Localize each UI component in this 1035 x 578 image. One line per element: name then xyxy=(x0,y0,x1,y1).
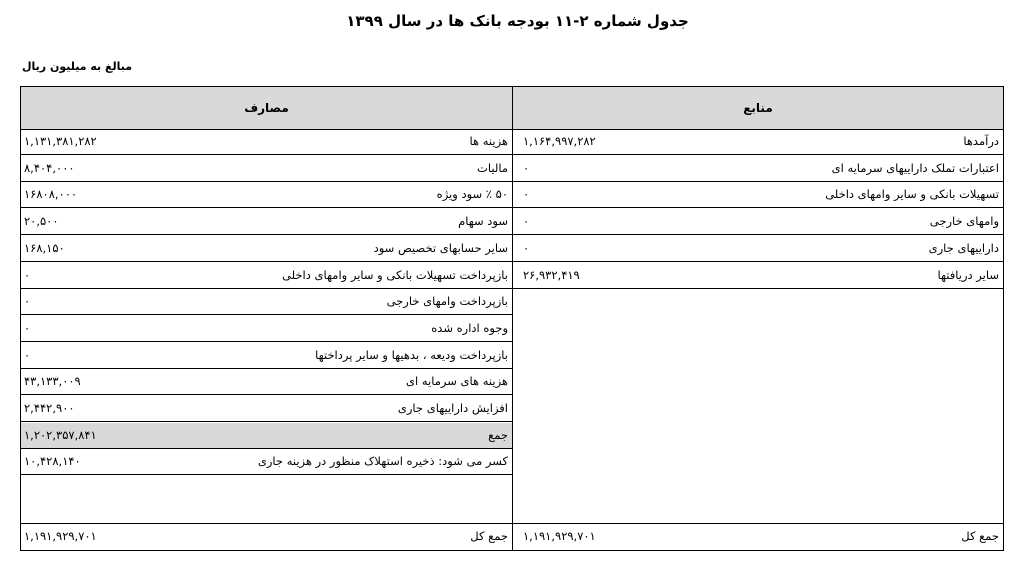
row-label: هزینه های سرمایه ای xyxy=(406,374,508,389)
row-value: ۱۶۸۰۸,۰۰۰ xyxy=(24,187,78,202)
table-row xyxy=(513,156,1003,182)
row-label: مالیات xyxy=(477,160,508,175)
row-value: ۰ xyxy=(24,294,31,309)
row-label: جمع xyxy=(488,427,508,442)
row-label: کسر می شود: ذخیره استهلاک منظور در هزینه جاری xyxy=(257,454,508,469)
table-row xyxy=(513,182,1003,208)
row-value: ۰ xyxy=(523,214,530,229)
row-value: ۱,۱۶۴,۹۹۷,۲۸۲ xyxy=(523,134,596,148)
expenses-table xyxy=(20,86,513,551)
page-title: جدول شماره ۲-۱۱ بودجه بانک ها در سال ۱۳۹۹ xyxy=(346,12,689,30)
row-label: ۵۰ ٪ سود ویژه xyxy=(436,187,508,202)
row-value: ۲۰,۵۰۰ xyxy=(24,214,59,229)
table-row xyxy=(513,236,1003,262)
row-label: تسهیلات بانکی و سایر وامهای داخلی xyxy=(825,187,999,202)
table-row xyxy=(21,449,512,475)
expenses-total-value: ۱,۱۹۱,۹۲۹,۷۰۱ xyxy=(24,529,97,543)
table-row xyxy=(21,236,512,262)
row-label: وجوه اداره شده xyxy=(431,320,508,335)
row-label: افزایش داراییهای جاری xyxy=(397,401,508,415)
row-label: بازپرداخت ودیعه ، بدهیها و سایر پرداختها xyxy=(315,347,508,362)
row-value: ۰ xyxy=(523,160,530,175)
row-label: بازپرداخت تسهیلات بانکی و سایر وامهای داخلی xyxy=(282,267,508,282)
table-row xyxy=(21,396,512,422)
table-row xyxy=(21,209,512,235)
sources-table xyxy=(512,86,1004,551)
row-value: ۰ xyxy=(523,187,530,202)
sources-total-row xyxy=(513,523,1003,550)
table-row xyxy=(513,129,1003,155)
row-label: سایر حسابهای تخصیص سود xyxy=(373,240,508,255)
sources-header: منابع xyxy=(513,87,1003,130)
sources-total-label: جمع کل xyxy=(961,529,999,543)
row-label: وامهای خارجی xyxy=(929,214,999,229)
row-value: ۲,۴۴۲,۹۰۰ xyxy=(24,401,75,415)
table-row xyxy=(513,263,1003,289)
row-label: بازپرداخت وامهای خارجی xyxy=(386,294,508,309)
table-row xyxy=(21,156,512,182)
row-value: ۴۳,۱۳۳,۰۰۹ xyxy=(24,374,81,389)
row-value: ۱,۱۳۱,۳۸۱,۲۸۲ xyxy=(24,134,97,148)
table-row xyxy=(513,209,1003,235)
row-value: ۱۶۸,۱۵۰ xyxy=(24,240,65,255)
expenses-total-label: جمع کل xyxy=(470,529,508,543)
row-value: ۱,۲۰۲,۳۵۷,۸۴۱ xyxy=(24,427,97,442)
row-value: ۰ xyxy=(24,347,31,362)
table-row xyxy=(21,369,512,395)
row-value: ۰ xyxy=(523,240,530,255)
table-row xyxy=(21,289,512,315)
row-value: ۰ xyxy=(24,320,31,335)
row-label: اعتبارات تملک داراییهای سرمایه ای xyxy=(831,160,999,175)
row-value: ۸,۴۰۴,۰۰۰ xyxy=(24,160,75,175)
table-row xyxy=(21,263,512,289)
table-row xyxy=(21,182,512,208)
table-row xyxy=(21,343,512,369)
table-row xyxy=(21,129,512,155)
table-row xyxy=(21,423,512,449)
table-row xyxy=(21,316,512,342)
row-label: سایر دریافتها xyxy=(937,267,999,282)
sources-total-value: ۱,۱۹۱,۹۲۹,۷۰۱ xyxy=(523,529,596,543)
expenses-header: مصارف xyxy=(21,87,512,130)
row-value: ۱۰,۴۲۸,۱۴۰ xyxy=(24,454,81,469)
row-value: ۲۶,۹۳۲,۴۱۹ xyxy=(523,267,580,282)
expenses-total-row xyxy=(21,523,512,550)
row-label: سود سهام xyxy=(458,214,508,229)
row-value: ۰ xyxy=(24,267,31,282)
row-label: درآمدها xyxy=(963,134,999,148)
row-label: داراییهای جاری xyxy=(928,240,999,255)
row-label: هزینه ها xyxy=(469,134,508,148)
unit-note: مبالغ به میلیون ریال xyxy=(22,60,133,73)
